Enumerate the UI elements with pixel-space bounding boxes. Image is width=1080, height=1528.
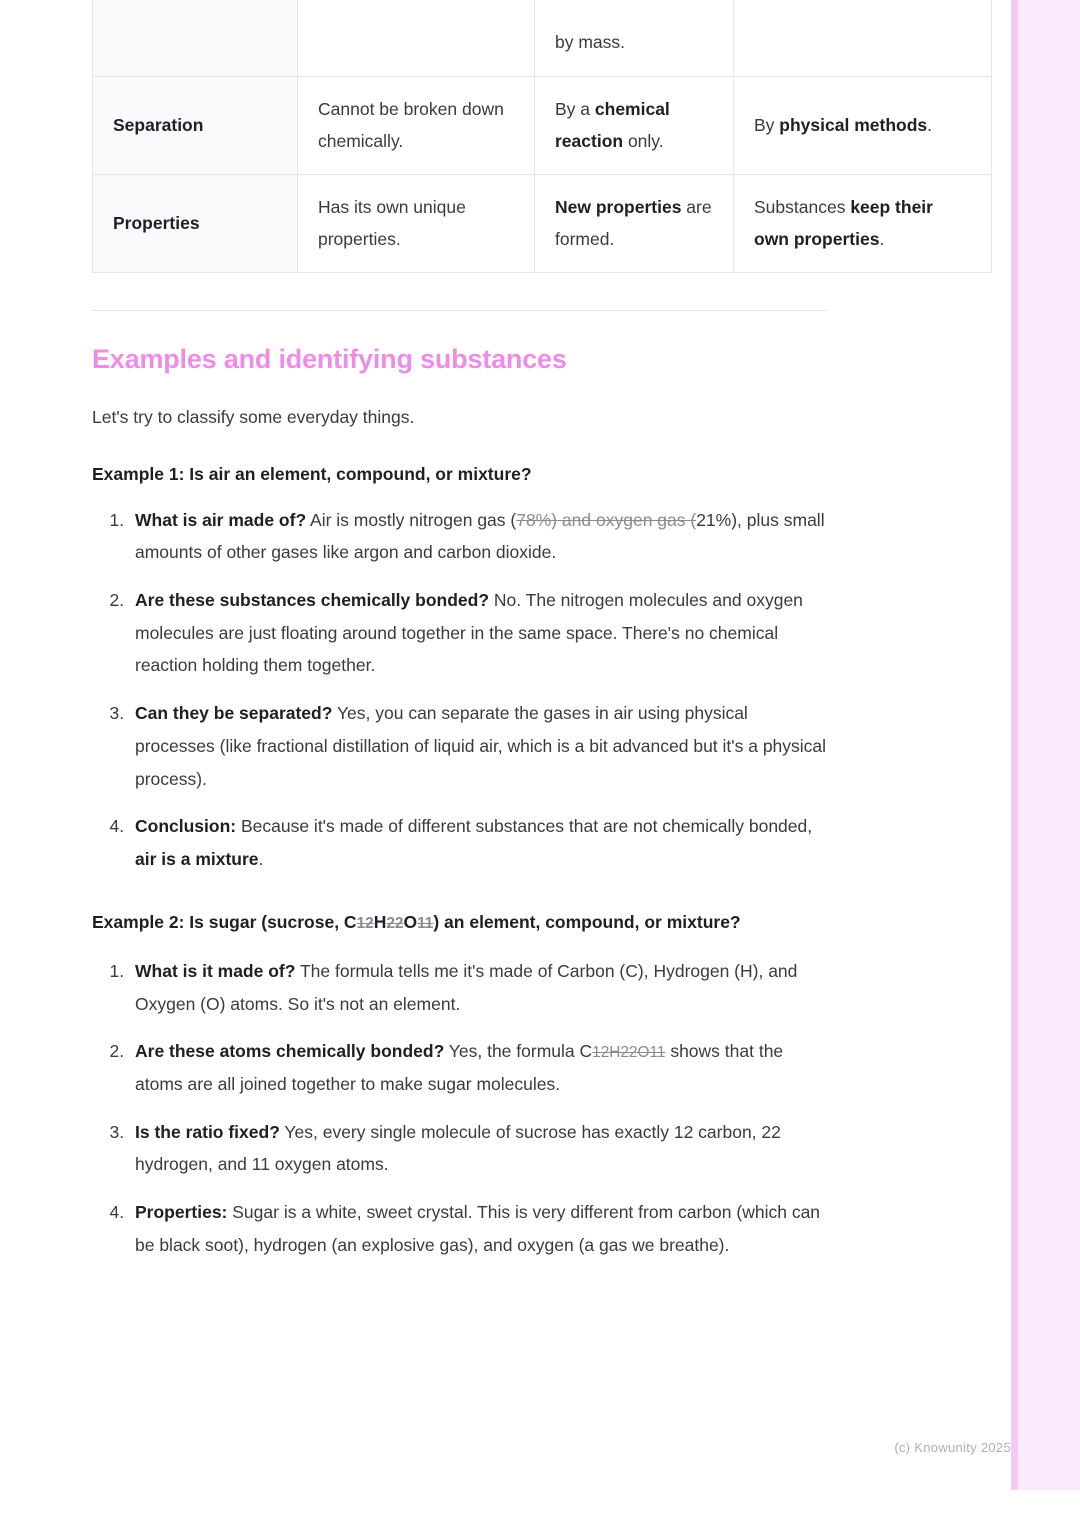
list-item	[129, 1035, 828, 1101]
comparison-table	[92, 0, 992, 273]
table-row	[93, 0, 992, 77]
step-question: Is the ratio fixed?	[135, 1121, 280, 1142]
text-fragment: .	[879, 229, 885, 250]
step-answer-cont: shows that the atoms are all joined together to make sugar molecules.	[135, 1041, 784, 1095]
table-row	[93, 174, 992, 272]
text-emphasis: chemical reaction	[555, 99, 670, 152]
table-cell-element	[298, 0, 535, 77]
table-rowheader-separation: Separation	[93, 77, 298, 175]
example-2-steps	[92, 955, 828, 1262]
text-emphasis: keep their own properties	[754, 196, 933, 250]
text-fragment: only.	[623, 131, 664, 152]
table-rowheader-cell	[93, 0, 298, 77]
text-fragment: ) an element, compound, or mixture?	[433, 911, 741, 932]
text-fragment: By a	[555, 99, 595, 119]
list-item	[129, 810, 828, 875]
table-cell-separation-mixture	[734, 77, 992, 175]
step-question: Conclusion:	[135, 816, 237, 837]
table-cell-separation-compound	[535, 77, 734, 175]
text-fragment: are formed.	[555, 196, 712, 250]
page-edge-accent-line	[1011, 0, 1018, 1490]
step-answer: Yes, every single molecule of sucrose has exactly 12 carbon, 22 hydrogen, and 11 oxygen atoms.	[135, 1121, 781, 1175]
example-2-heading	[92, 905, 828, 939]
step-question: Are these substances chemically bonded?	[135, 589, 490, 610]
step-answer: Yes, the formula C	[444, 1041, 593, 1062]
step-answer: Sugar is a white, sweet crystal. This is very different from carbon (which can be black soot), hydrogen (an explosive gas), and oxygen (a gas we breathe).	[135, 1202, 821, 1255]
text-fragment: By	[754, 115, 780, 136]
step-answer-strikethrough: 78%) and oxygen gas (	[516, 509, 697, 530]
footer-credit: (c) Knowunity 2025	[894, 1440, 1011, 1455]
table-row	[93, 77, 992, 175]
step-question: Are these atoms chemically bonded?	[135, 1041, 445, 1062]
step-answer-cont: .	[258, 848, 264, 869]
text-fragment: Substances	[754, 196, 851, 217]
table-cell-compound: by mass.	[535, 0, 734, 77]
section-heading: Examples and identifying substances	[92, 343, 567, 374]
text-fragment: O	[403, 911, 418, 932]
text-emphasis: physical methods	[779, 115, 928, 136]
text-fragment: Example 2: Is sugar (sucrose, C	[92, 911, 357, 932]
list-item	[129, 1196, 828, 1261]
formula-subscript: 12	[356, 914, 374, 932]
step-answer: No. The nitrogen molecules and oxygen molecules are just floating around together in the same space. There's no chemical reaction holding them together.	[135, 589, 803, 676]
example-1-steps	[92, 504, 828, 876]
list-item	[129, 1116, 828, 1181]
list-item	[129, 697, 828, 795]
table-cell-separation-element: Cannot be broken down chemically.	[298, 77, 535, 175]
step-question: What is it made of?	[135, 960, 296, 981]
table-cell-properties-compound	[535, 174, 734, 272]
formula-subscript: 11	[417, 914, 434, 932]
text-fragment: H	[373, 911, 387, 932]
step-answer: The formula tells me it's made of Carbon (C), Hydrogen (H), and Oxygen (O) atoms. So it's not an element.	[135, 960, 798, 1014]
table-rowheader-properties: Properties	[93, 174, 298, 272]
page-edge-strip	[1018, 0, 1080, 1490]
text-emphasis: New properties	[555, 196, 682, 217]
step-answer: Because it's made of different substances that are not chemically bonded,	[236, 816, 813, 837]
list-item	[129, 584, 828, 682]
text-fragment: .	[927, 115, 932, 136]
step-question: What is air made of?	[135, 509, 307, 530]
table-cell-mixture	[734, 0, 992, 77]
list-item	[129, 955, 828, 1020]
step-question: Can they be separated?	[135, 703, 333, 724]
step-answer: Yes, you can separate the gases in air using physical processes (like fractional distillation of liquid air, which is a bit advanced but it's a physical process).	[135, 703, 827, 789]
step-question: Properties:	[135, 1202, 228, 1223]
step-answer-cont: 21%), plus small amounts of other gases like argon and carbon dioxide.	[135, 509, 825, 563]
section-divider	[92, 310, 827, 311]
list-item	[129, 504, 828, 569]
table-cell-properties-element: Has its own unique properties.	[298, 174, 535, 272]
section-intro-text: Let's try to classify some everyday things.	[92, 406, 415, 427]
formula-subscript: 22	[386, 914, 404, 932]
table-cell-properties-mixture	[734, 174, 992, 272]
example-1-heading: Example 1: Is air an element, compound, or mixture?	[92, 463, 532, 484]
step-answer-emphasis: air is a mixture	[135, 848, 259, 869]
formula-subscript: 12H22O11	[592, 1044, 666, 1062]
step-answer: Air is mostly nitrogen gas (	[306, 509, 517, 530]
document-content	[92, 0, 933, 1262]
